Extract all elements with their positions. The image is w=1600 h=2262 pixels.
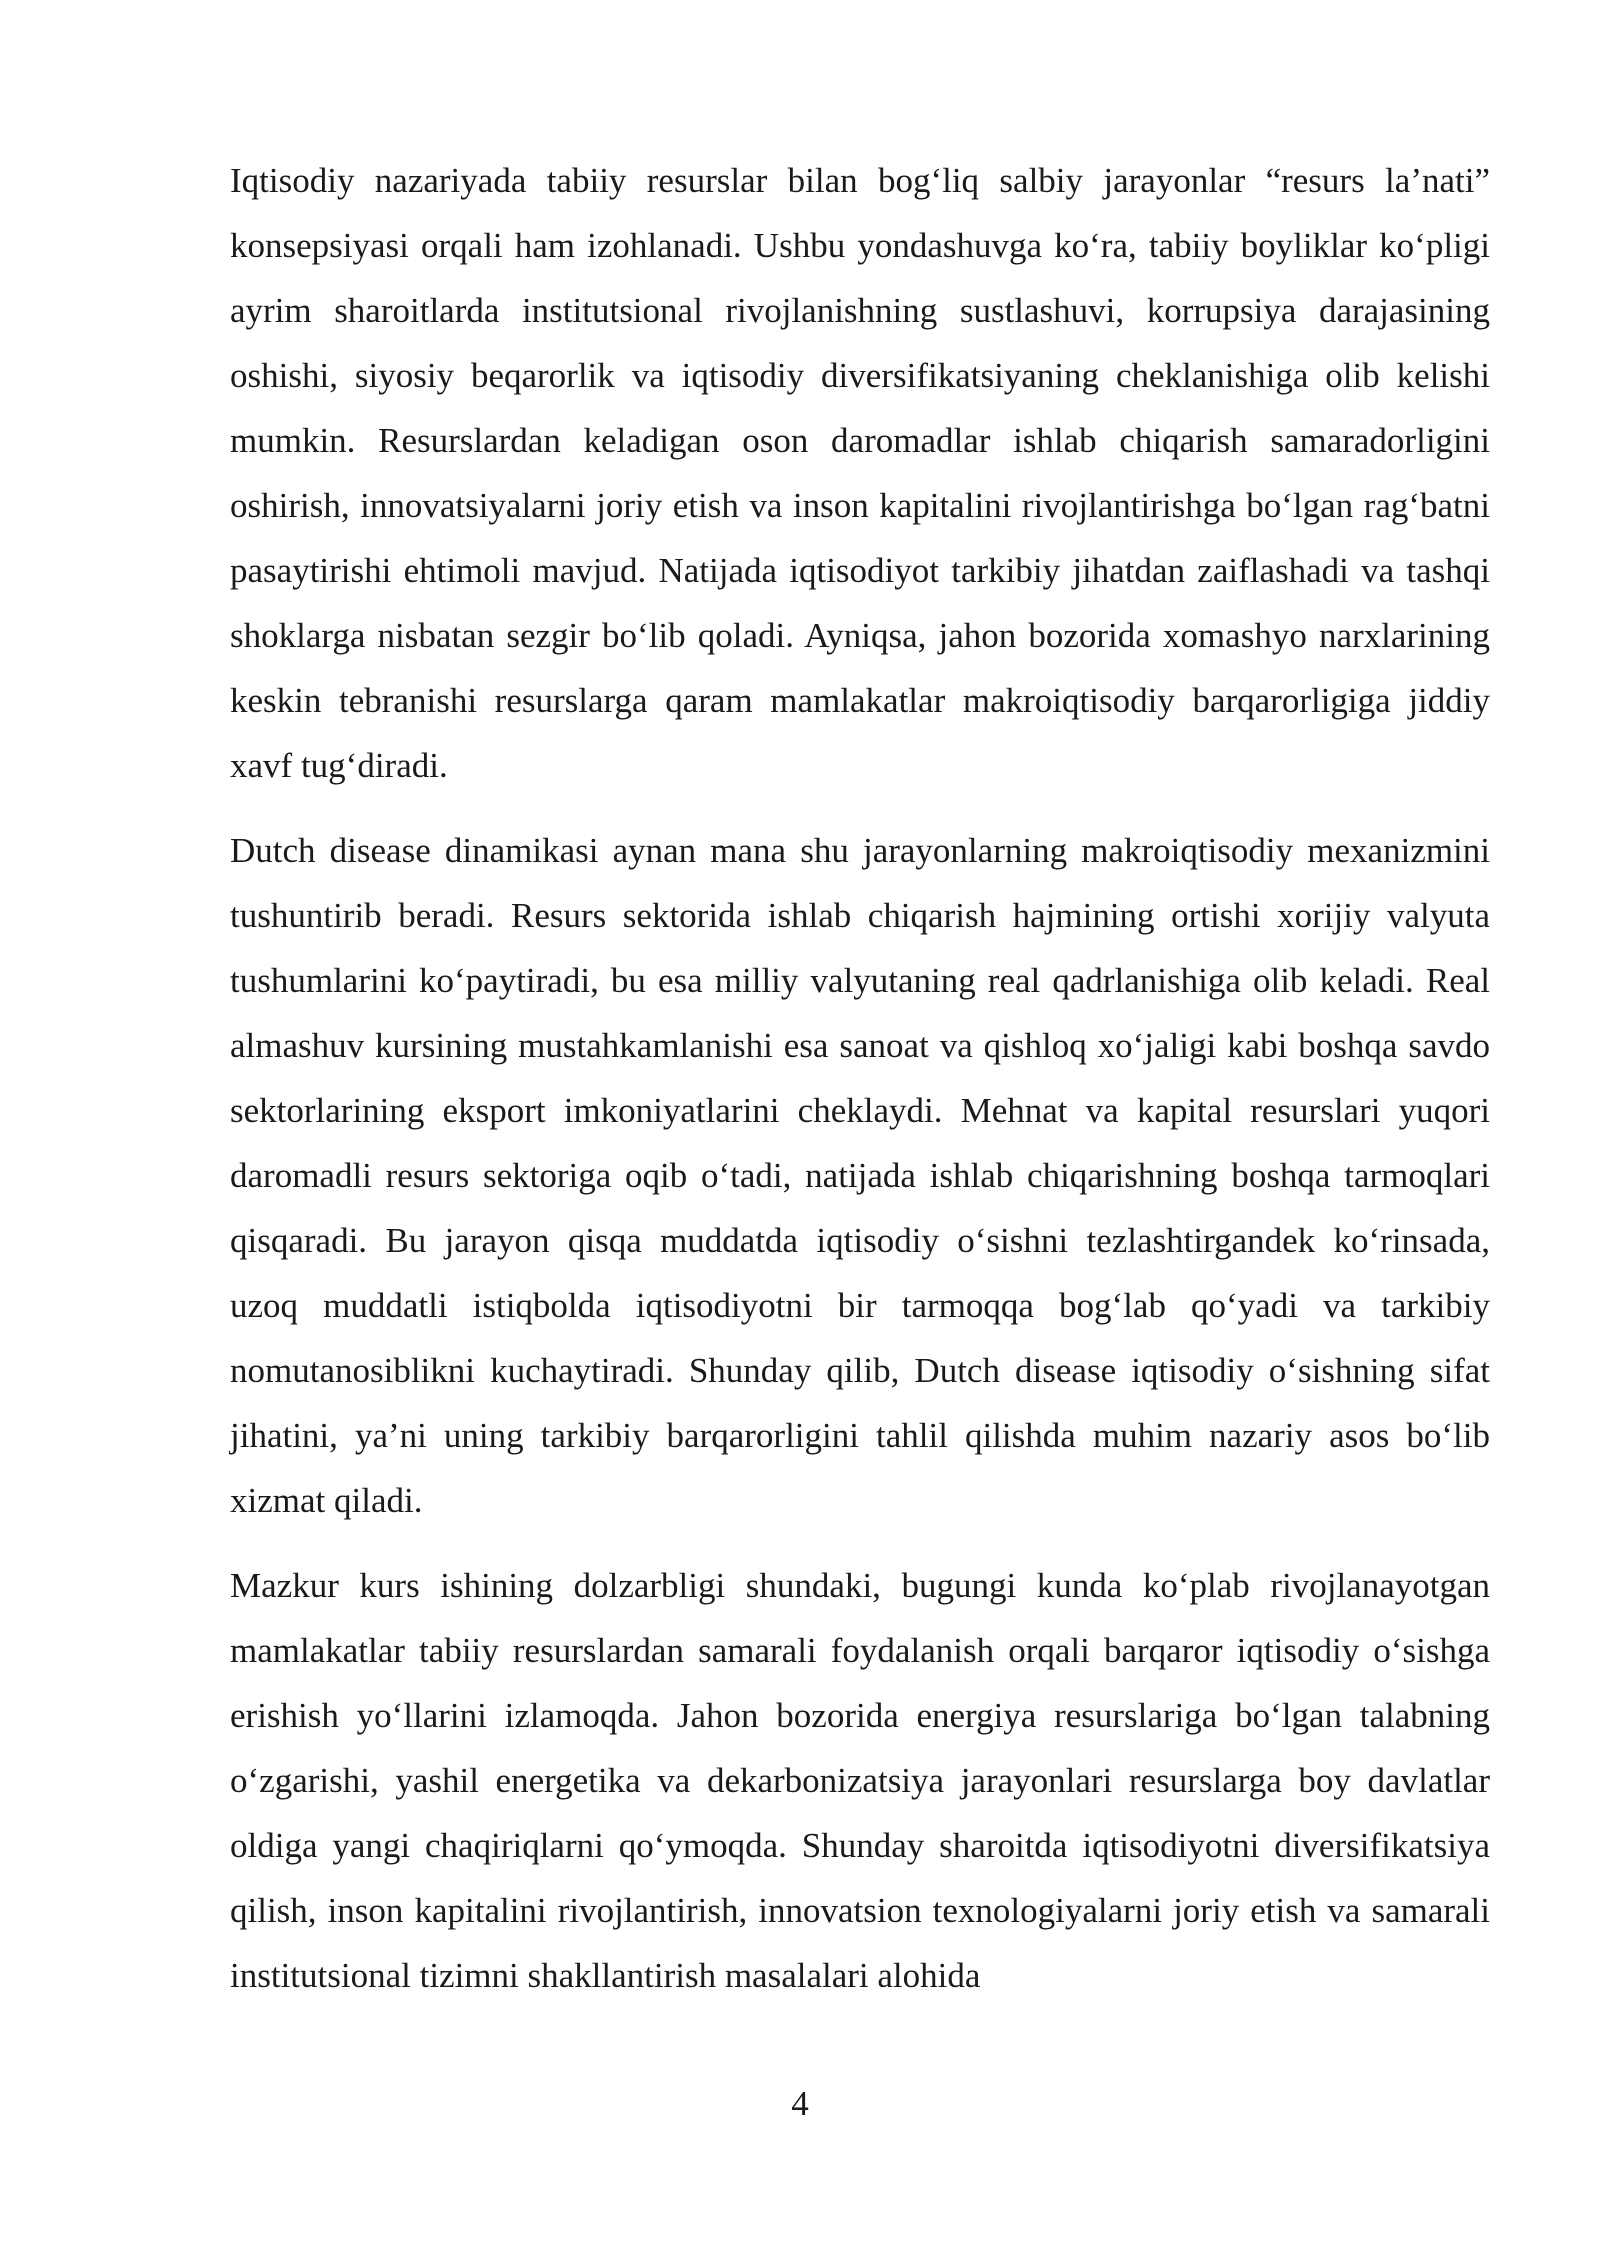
body-text [230,148,1490,2028]
paragraph-resource-curse: Iqtisodiy nazariyada tabiiy resurslar bilan bog‘liq salbiy jarayonlar “resurs la’nati” konsepsiyasi orqali ham izohlanadi. Ushbu yondashuvga ko‘ra, tabiiy boyliklar ko‘pligi ayrim sharoitlarda institutsional rivojlanishning sustlashuvi, korrupsiya darajasining oshishi, siyosiy beqarorlik va iqtisodiy diversifikatsiyaning cheklanishiga olib kelishi mumkin. Resurslardan keladigan oson daromadlar ishlab chiqarish samaradorligini oshirish, innovatsiyalarni joriy etish va inson kapitalini rivojlantirishga bo‘lgan rag‘batni pasaytirishi ehtimoli mavjud. Natijada iqtisodiyot tarkibiy jihatdan zaiflashadi va tashqi shoklarga nisbatan sezgir bo‘lib qoladi. Ayniqsa, jahon bozorida xomashyo narxlarining keskin tebranishi resurslarga qaram mamlakatlar makroiqtisodiy barqarorligiga jiddiy xavf tug‘diradi. [230,161,1490,785]
paragraph-relevance: Mazkur kurs ishining dolzarbligi shundaki, bugungi kunda ko‘plab rivojlanayotgan mamlakatlar tabiiy resurslardan samarali foydalanish orqali barqaror iqtisodiy o‘sishga erishish yo‘llarini izlamoqda. Jahon bozorida energiya resurslariga bo‘lgan talabning o‘zgarishi, yashil energetika va dekarbonizatsiya jarayonlari resurslarga boy davlatlar oldiga yangi chaqiriqlarni qo‘ymoqda. Shunday sharoitda iqtisodiyotni diversifikatsiya qilish, inson kapitalini rivojlantirish, innovatsion texnologiyalarni joriy etish va samarali institutsional tizimni shakllantirish masalalari alohida [230,1566,1490,1995]
paragraph-dutch-disease: Dutch disease dinamikasi aynan mana shu jarayonlarning makroiqtisodiy mexanizmini tushuntirib beradi. Resurs sektorida ishlab chiqarish hajmining ortishi xorijiy valyuta tushumlarini ko‘paytiradi, bu esa milliy valyutaning real qadrlanishiga olib keladi. Real almashuv kursining mustahkamlanishi esa sanoat va qishloq xo‘jaligi kabi boshqa savdo sektorlarining eksport imkoniyatlarini cheklaydi. Mehnat va kapital resurslari yuqori daromadli resurs sektoriga oqib o‘tadi, natijada ishlab chiqarishning boshqa tarmoqlari qisqaradi. Bu jarayon qisqa muddatda iqtisodiy o‘sishni tezlashtirgandek ko‘rinsada, uzoq muddatli istiqbolda iqtisodiyotni bir tarmoqqa bog‘lab qo‘yadi va tarkibiy nomutanosiblikni kuchaytiradi. Shunday qilib, Dutch disease iqtisodiy o‘sishning sifat jihatini, ya’ni uning tarkibiy barqarorligini tahlil qilishda muhim nazariy asos bo‘lib xizmat qiladi. [230,831,1490,1520]
page-number: 4 [791,2084,809,2123]
